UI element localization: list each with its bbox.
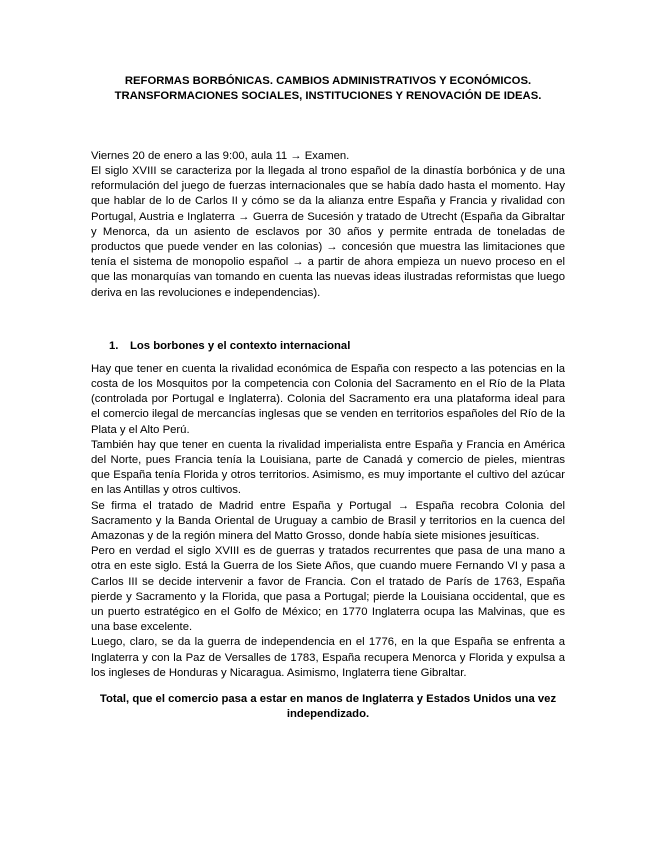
title-line-2: TRANSFORMACIONES SOCIALES, INSTITUCIONES Y RENOVACIÓN DE IDEAS. — [114, 90, 542, 102]
section-number: 1. — [109, 339, 119, 352]
document-title — [91, 74, 565, 104]
section-paragraph: También hay que tener en cuenta la rivalidad imperialista entre España y Francia en América del Norte, pues Francia tenía la Louisiana, parte de Canadá y comercio de pieles, mientras que España tenía Florida y otros territorios. Asimismo, es muy importante el cultivo del azúcar en las Antillas y otros cultivos. — [91, 438, 565, 497]
section-paragraph: Hay que tener en cuenta la rivalidad económica de España con respecto a las potencias en la costa de los Mosquitos por la competencia con Colonia del Sacramento en el Río de la Plata (controlada por Portugal e Inglaterra). Colonia del Sacramento era una plataforma ideal para el comercio ilegal de mercancías inglesas que se venden en territorios españoles del Río de la Plata y el Alto Perú. — [91, 362, 565, 436]
section-heading — [109, 339, 565, 354]
title-line-1: REFORMAS BORBÓNICAS. CAMBIOS ADMINISTRATIVOS Y ECONÓMICOS. — [124, 75, 532, 87]
section-title: Los borbones y el contexto internacional — [130, 339, 351, 352]
conclusion-text: Total, que el comercio pasa a estar en manos de Inglaterra y Estados Unidos una vez independizado. — [99, 693, 557, 721]
exam-note: Viernes 20 de enero a las 9:00, aula 11 → Examen. — [91, 150, 350, 162]
section-paragraph: Se firma el tratado de Madrid entre España y Portugal → España recobra Colonia del Sacramento y la Banda Oriental de Uruguay a cambio de Brasil y territorios en la cuenca del Amazonas y de la región minera del Matto Grosso, donde había siete misiones jesuíticas. — [91, 499, 565, 543]
section-paragraph: Luego, claro, se da la guerra de independencia en el 1776, en la que España se enfrenta a Inglaterra y con la Paz de Versalles de 1783, España recupera Menorca y Florida y expulsa a los ingleses de Honduras y Nicaragua. Asimismo, Inglaterra tiene Gibraltar. — [91, 636, 565, 679]
intro-paragraph: El siglo XVIII se caracteriza por la llegada al trono español de la dinastía borbónica y de una reformulación del juego de fuerzas internacionales que se había dado hasta el momento. Hay que hablar de lo de Carlos II y cómo se da la alianza entre España y Francia y rivalidad con Portugal, Austria e Inglaterra → Guerra de Sucesión y tratado de Utrecht (España da Gibraltar y Menorca, da un asiento de esclavos por 30 años y permite entrada de toneladas de productos que puede vender en las colonias) → concesión que muestra las limitaciones que tenía el sistema de monopolio español → a partir de ahora empieza un nuevo proceso en el que las monarquías van tomando en cuenta las nuevas ideas ilustradas reformistas que luego deriva en las revoluciones e independencias). — [91, 165, 565, 299]
section-paragraph: Pero en verdad el siglo XVIII es de guerras y tratados recurrentes que pasa de una mano a otra en este siglo. Está la Guerra de los Siete Años, que cuando muere Fernando VI y pasa a Carlos III se decide intervenir a favor de Francia. Con el tratado de París de 1763, España pierde y Sacramento y la Florida, que pasa a Portugal; pierde la Louisiana occidental, que es un puerto estratégico en el Golfo de México; en 1770 Inglaterra ocupa las Malvinas, que es una base excelente. — [91, 545, 565, 634]
